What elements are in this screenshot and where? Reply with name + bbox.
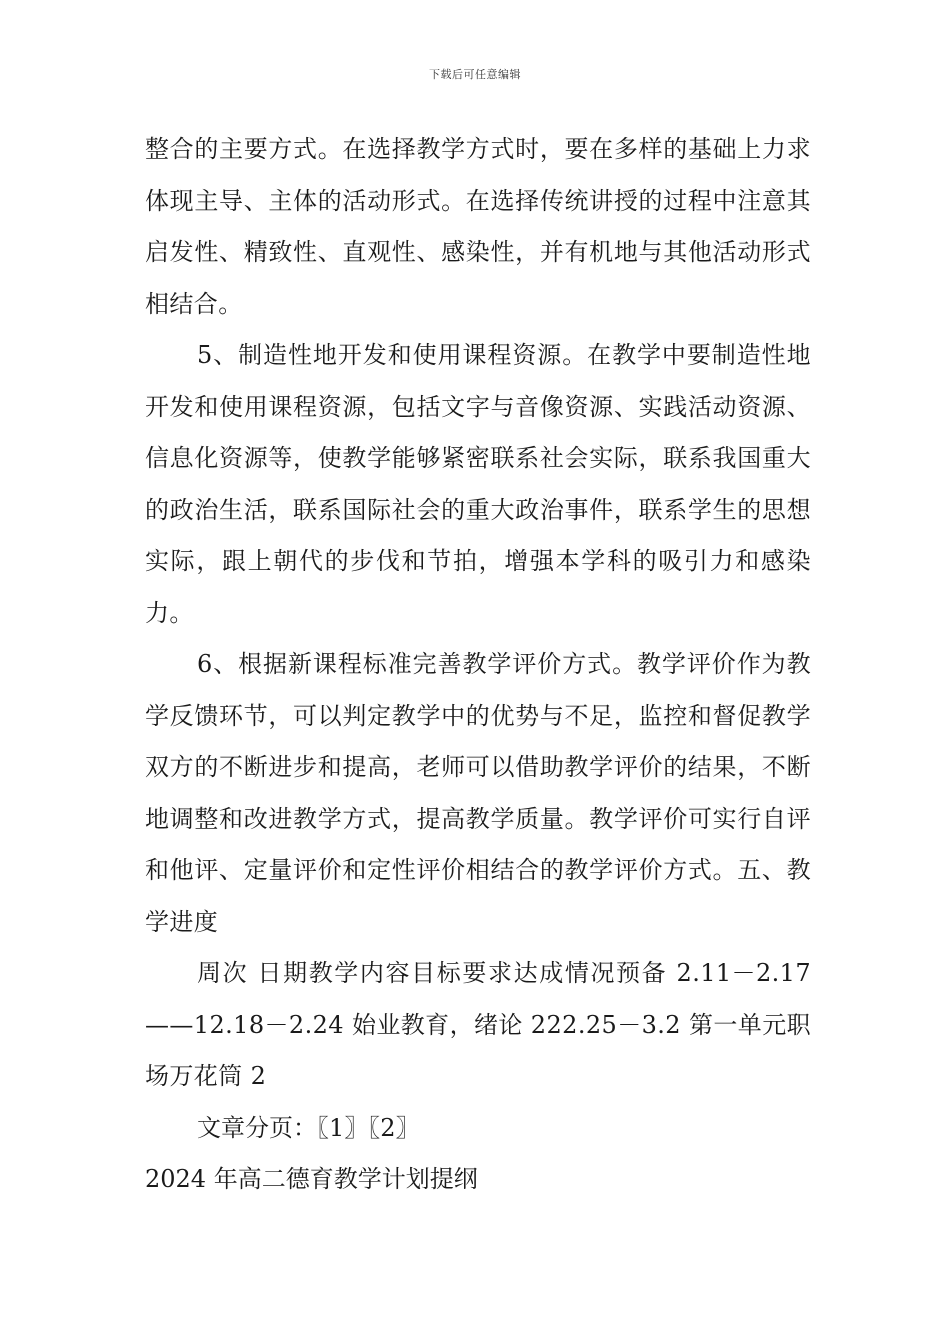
paragraph-1: 整合的主要方式。在选择教学方式时，要在多样的基础上力求体现主导、主体的活动形式。在选择传统讲授的过程中注意其启发性、精致性、直观性、感染性，并有机地与其他活动形式相结合。 (145, 135, 811, 318)
page-header-note: 下载后可任意编辑 (429, 68, 521, 81)
paragraph-2: 5、制造性地开发和使用课程资源。在教学中要制造性地开发和使用课程资源，包括文字与音像资源、实践活动资源、信息化资源等，使教学能够紧密联系社会实际，联系我国重大的政治生活，联系国际社会的重大政治事件，联系学生的思想实际，跟上朝代的步伐和节拍，增强本学科的吸引力和感染力。 (145, 341, 811, 627)
document-title: 2024 年高二德育教学计划提纲 (145, 1165, 478, 1193)
paragraph-4: 周次 日期教学内容目标要求达成情况预备 2.11－2.17——12.18－2.24 始业教育，绪论 222.25－3.2 第一单元职场万花筒 2 (145, 959, 811, 1090)
paragraph-3: 6、根据新课程标准完善教学评价方式。教学评价作为教学反馈环节，可以判定教学中的优势与不足，监控和督促教学双方的不断进步和提高，老师可以借助教学评价的结果，不断地调整和改进教学方式，提高教学质量。教学评价可实行自评和他评、定量评价和定性评价相结合的教学评价方式。五、教学进度 (145, 650, 811, 936)
page-navigation[interactable]: 文章分页：〖1〗〖2〗 (197, 1113, 420, 1142)
document-body (145, 124, 811, 1206)
